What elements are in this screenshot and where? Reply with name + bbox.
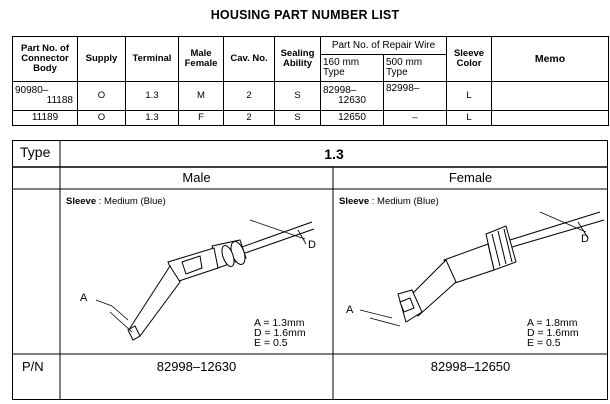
cell-cav: 2 bbox=[224, 111, 275, 126]
male-part-number: 82998–12630 bbox=[156, 359, 237, 374]
header-memo: Memo bbox=[492, 37, 609, 82]
cell-cav: 2 bbox=[224, 82, 275, 111]
cell-repair-160: 12650 bbox=[321, 111, 384, 126]
type-value: 1.3 bbox=[324, 146, 344, 162]
male-callout-a: A bbox=[80, 292, 88, 304]
cell-repair-500: – bbox=[384, 111, 447, 126]
header-sealing: Sealing Ability bbox=[275, 37, 321, 82]
header-cav-no: Cav. No. bbox=[224, 37, 275, 82]
cell-sealing: S bbox=[275, 82, 321, 111]
cell-terminal: 1.3 bbox=[126, 82, 179, 111]
header-sleeve-color: Sleeve Color bbox=[447, 37, 492, 82]
female-part-number: 82998–12650 bbox=[430, 359, 511, 374]
header-male-female: Male Female bbox=[179, 37, 224, 82]
cell-part-no: 11189 bbox=[13, 111, 78, 126]
cell-mf: M bbox=[179, 82, 224, 111]
female-dim-e: E = 0.5 bbox=[527, 337, 561, 349]
cell-mf: F bbox=[179, 111, 224, 126]
cell-repair-160: 82998– 12630 bbox=[321, 82, 384, 111]
cell-terminal: 1.3 bbox=[126, 111, 179, 126]
header-supply: Supply bbox=[78, 37, 126, 82]
male-dim-e: E = 0.5 bbox=[254, 337, 288, 349]
female-dim-d: D = 1.6mm bbox=[527, 327, 579, 339]
male-callout-d: D bbox=[308, 239, 316, 251]
cell-supply: O bbox=[78, 111, 126, 126]
male-header: Male bbox=[182, 170, 211, 185]
female-sleeve-note: Sleeve : Medium (Blue) bbox=[339, 196, 439, 207]
header-repair-wire: Part No. of Repair Wire bbox=[321, 37, 447, 55]
cell-sealing: S bbox=[275, 111, 321, 126]
pn-label: P/N bbox=[22, 359, 44, 374]
male-dimensions bbox=[254, 318, 306, 348]
header-repair-500: 500 mm Type bbox=[384, 55, 447, 82]
male-dim-d: D = 1.6mm bbox=[254, 327, 306, 339]
male-dim-a: A = 1.3mm bbox=[254, 317, 305, 329]
header-repair-160: 160 mm Type bbox=[321, 55, 384, 82]
cell-repair-500: 82998– bbox=[384, 82, 447, 111]
female-dim-a: A = 1.8mm bbox=[527, 317, 578, 329]
female-header: Female bbox=[448, 170, 493, 185]
header-part-no: Part No. of Connector Body bbox=[13, 37, 78, 82]
page-title: HOUSING PART NUMBER LIST bbox=[210, 8, 400, 22]
male-sleeve-note: Sleeve : Medium (Blue) bbox=[66, 196, 166, 207]
type-label: Type bbox=[20, 144, 51, 160]
cell-sleeve: L bbox=[447, 111, 492, 126]
cell-part-no: 90980– 11188 bbox=[13, 82, 78, 111]
cell-supply: O bbox=[78, 82, 126, 111]
female-dimensions bbox=[527, 318, 579, 348]
cell-sleeve: L bbox=[447, 82, 492, 111]
female-callout-a: A bbox=[346, 304, 354, 316]
female-callout-d: D bbox=[581, 233, 589, 245]
header-terminal: Terminal bbox=[126, 37, 179, 82]
